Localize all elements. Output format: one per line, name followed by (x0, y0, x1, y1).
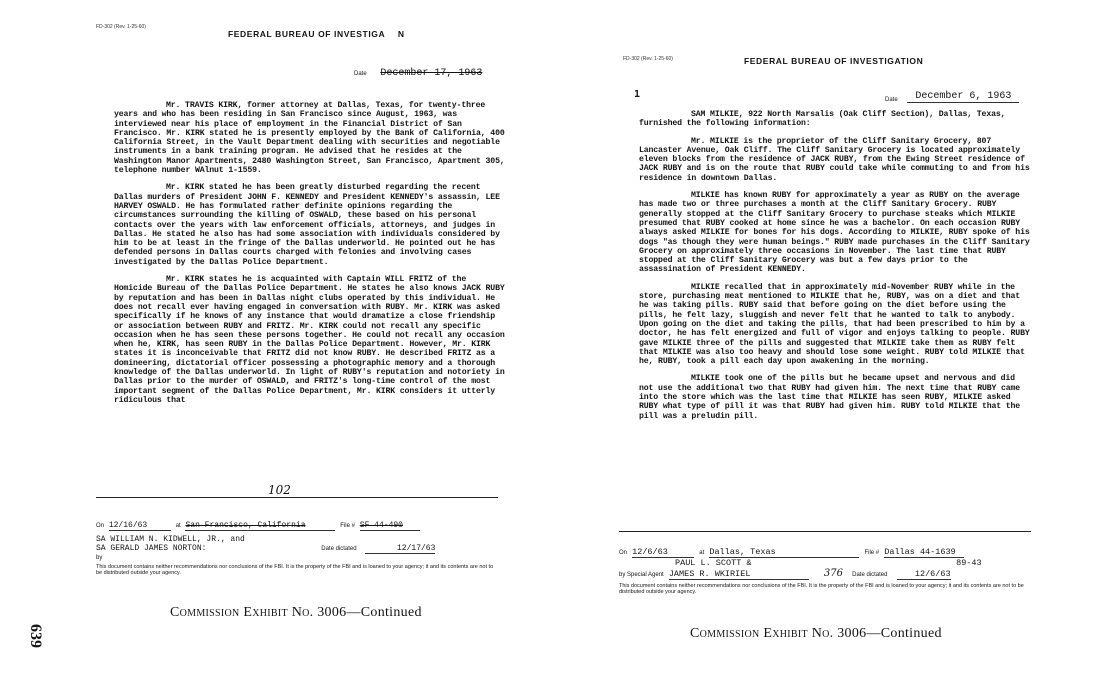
exhibit-caption (690, 626, 942, 642)
interview-location: Dallas, Texas (709, 547, 859, 558)
agent-line-1: SA WILLIAM N. KIDWELL, JR., and (96, 535, 245, 544)
paragraph: MILKIE took one of the pills but he became upset and nervous and did not use the additional two that RUBY had given him. The next time that RUBY came into the store which was the last time that MILKIE has seen RUBY, MILKIE asked RUBY what type of pill it was that RUBY had given him. RUBY told MILKIE that the pill was a preludin pill. (639, 374, 1021, 421)
interview-date: 12/6/63 (632, 547, 694, 558)
by-label: by (96, 555, 103, 561)
report-footer (96, 521, 506, 576)
bureau-title: FEDERAL BUREAU OF INVESTIGATION (744, 56, 924, 66)
agent-line-2: SA GERALD JAMES NORTON: (96, 544, 207, 553)
disclaimer: This document contains neither recommendations nor conclusions of the FBI. It is the property of the FBI and is loaned to your agency; it and its contents are not to be distributed outside your agency. (96, 564, 494, 576)
form-number: FD-302 (Rev. 1-25-60) (96, 24, 146, 30)
paragraph: Mr. KIRK stated he has been greatly disturbed regarding the recent Dallas murders of President JOHN F. KENNEDY and President KENNEDY's assassin, LEE HARVEY OSWALD. He has formulated rather definite opinions regarding the circumstances surrounding the killing of OSWALD, these based on his personal contacts over the years with law enforcement officials, attorneys, and judges in Dallas. He stated he also has had some association with individuals considered by him to be at least in the fringe of the Dallas underworld. He pointed out he has defended persons in Dallas courts charged with felonies and involving cases investigated by the Dallas Police Department. (114, 183, 500, 267)
paragraph: Mr. MILKIE is the proprietor of the Cliff Sanitary Grocery, 807 Lancaster Avenue, Oak Cliff. The Cliff Sanitary Grocery is located approximately eleven blocks from the residence of JACK RUBY, from the Ewing Street residence of JACK RUBY and is on the route that RUBY could take while commuting to and from his residence in downtown Dallas. (639, 136, 1030, 183)
date-value: December 6, 1963 (907, 91, 1019, 103)
paragraph: MILKIE has known RUBY for approximately a year as RUBY on the average has made two or three purchases a month at the Cliff Sanitary Grocery. RUBY generally stopped at the Cliff Sanitary Grocery to purchase steaks which MILKIE presumed that RUBY cooked at home since he was a bachelor. On each occasion RUBY always asked MILKIE for bones for his dogs. According to MILKIE, RUBY spoke of his dogs "as though they were human beings." RUBY made purchases in the Cliff Sanitary Grocery on approximately three occasions in November. The last time that RUBY stopped at the Cliff Sanitary Grocery was but a few days prior to the assassination of President KENNEDY. (639, 191, 1030, 275)
caption-prefix: Commission Exhibit No. (690, 626, 834, 641)
at-label: at (175, 523, 181, 529)
paragraph: Mr. KIRK states he is acquainted with Captain WILL FRITZ of the Homicide Bureau of the Dallas Police Department. He states he also knows JACK RUBY by reputation and has been in Dallas night clubs operated by this individual. He does not recall ever having engaged in conversation with RUBY. Mr. KIRK was asked specifically if he knows of any instance that would dramatize a close friendship or association between RUBY and FRITZ. Mr. KIRK could not recall any specific occasion when he has seen these persons together. He could not recall any occasion when he, KIRK, has seen RUBY in the Dallas Police Department. However, Mr. KIRK states it is inconceivable that FRITZ did not know RUBY. He described FRITZ as a domineering, dictatorial officer possessing a photographic memory and a thorough knowledge of the Dallas underworld. In light of RUBY's reputation and notoriety in Dallas prior to the murder of OSWALD, and FRITZ's long-time control of the most important segment of the Dallas Police Department, Mr. KIRK considers it utterly ridiculous that (114, 275, 505, 405)
handwritten-page-number: 376 (823, 568, 844, 579)
dictated-label: Date dictated (852, 572, 888, 578)
on-label: On (619, 550, 628, 556)
on-label: On (96, 523, 105, 529)
interview-date: 12/16/63 (109, 521, 171, 531)
form-number: FD-302 (Rev. 1-25-60) (623, 56, 673, 62)
agent-line-2: JAMES R. WKIRIEL (669, 569, 809, 580)
divider (619, 531, 1031, 532)
volume-page-number: 639 (27, 624, 44, 648)
paragraph: MILKIE recalled that in approximately mid-November RUBY while in the store, purchasing meat mentioned to MILKIE that he, RUBY, was on a diet and that he was taking pills. RUBY said that before going on the diet before using the pills, he felt lazy, sluggish and never felt that he wanted to talk to anybody. Upon going on the diet and taking the pills, that had been prescribed to him by a doctor, he has felt energized and full of vigor and enjoys talking to people. RUBY gave MILKIE three of the pills and suggested that MILKIE take them as RUBY felt that MILKIE was also too heavy and should lose some weight. RUBY told MILKIE that he, RUBY, took a pill each day upon awakening in the morning. (639, 282, 1030, 367)
page-marker: 1 (634, 89, 641, 100)
agent-line-1: PAUL L. SCOTT & (675, 558, 752, 568)
at-label: at (699, 550, 705, 556)
file-label: File # (864, 550, 880, 556)
interview-location: San Francisco, California (185, 521, 335, 531)
date-label: Date (885, 97, 898, 103)
by-label: by Special Agent (619, 572, 664, 578)
file-number: SF 44-490 (360, 521, 420, 531)
exhibit-caption (170, 605, 422, 621)
bureau-title-suffix: N (397, 29, 405, 39)
paragraph: Mr. TRAVIS KIRK, former attorney at Dallas, Texas, for twenty-three years and who has been residing in San Francisco since August, 1963, was interviewed near his place of employment in the Financial District of San Francisco. Mr. KIRK stated he is presently employed by the Bank of California, 400 California Street, in the Vault Department dealing with securities and negotiable instruments in a bank training program. He advised that he resides at the Washington Manor Apartments, 2480 Washington Street, San Francisco, Apartment 305, telephone number WAlnut 1-1559. (114, 101, 505, 176)
divider (96, 497, 498, 498)
caption-suffix: —Continued (346, 605, 422, 620)
dictated-label: Date dictated (321, 546, 357, 552)
file-number-secondary: 89-43 (956, 558, 982, 568)
report-footer (619, 547, 1039, 595)
document-date (885, 83, 1019, 103)
right-document-page (547, 0, 1094, 691)
caption-suffix: —Continued (866, 626, 942, 641)
handwritten-page-number: 102 (268, 483, 291, 497)
bureau-title: FEDERAL BUREAU OF INVESTIGA (228, 29, 385, 39)
caption-number: 3006 (837, 626, 867, 641)
disclaimer: This document contains neither recommendations nor conclusions of the FBI. It is the property of the FBI and is loaned to your agency; it and its contents are not to be distributed outside your agency. (619, 583, 1024, 595)
date-label: Date (354, 71, 367, 77)
paragraph: SAM MILKIE, 922 North Marsalis (Oak Cliff Section), Dallas, Texas, furnished the following information: (639, 110, 1006, 129)
report-body (639, 110, 1031, 429)
date-value: December 17, 1963 (380, 68, 483, 79)
file-number: Dallas 44-1639 (884, 547, 964, 558)
dictated-date: 12/17/63 (365, 544, 435, 554)
bureau-header (228, 29, 405, 39)
document-date (354, 60, 482, 79)
report-body (114, 101, 506, 413)
file-label: File # (340, 523, 355, 529)
dictated-date: 12/6/63 (897, 569, 951, 580)
caption-number: 3006 (317, 605, 347, 620)
caption-prefix: Commission Exhibit No. (170, 605, 314, 620)
